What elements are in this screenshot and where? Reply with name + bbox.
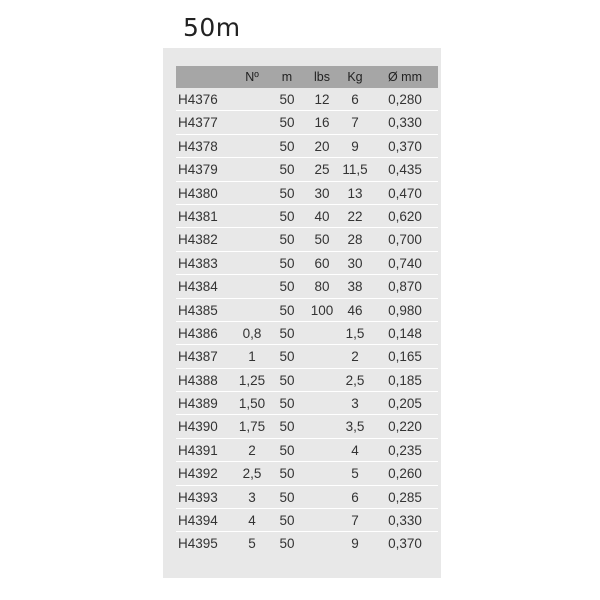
cell-code: H4378 [178,138,218,154]
cell-code: H4394 [178,513,218,529]
table-row [176,369,438,392]
cell-code: H4388 [178,372,218,388]
table-row [176,252,438,275]
cell-meters: 50 [279,466,295,482]
table-row [176,275,438,298]
cell-diameter-mm: 0,260 [388,466,422,482]
cell-lbs: 25 [314,162,330,178]
cell-code: H4382 [178,232,218,248]
cell-code: H4380 [178,185,218,201]
cell-kg: 3,5 [345,419,365,435]
cell-meters: 50 [279,115,295,131]
cell-kg: 11,5 [342,162,368,178]
cell-diameter-mm: 0,330 [388,513,422,529]
cell-kg: 9 [351,536,359,552]
cell-kg: 46 [347,302,363,318]
cell-diameter-mm: 0,185 [388,372,422,388]
cell-meters: 50 [279,325,295,341]
cell-code: H4376 [178,92,218,107]
cell-kg: 30 [347,255,363,271]
cell-kg: 7 [351,513,359,529]
cell-diameter-mm: 0,470 [388,185,422,201]
table-row [176,392,438,415]
cell-lbs: 80 [314,279,330,295]
cell-meters: 50 [279,185,295,201]
cell-code: H4383 [178,255,218,271]
cell-number: 5 [248,536,256,552]
cell-meters: 50 [279,536,295,552]
cell-kg: 6 [351,489,359,505]
table-row [176,182,438,205]
cell-number: 2 [248,442,256,458]
cell-kg: 2 [351,349,359,365]
table-row [176,322,438,345]
cell-diameter-mm: 0,235 [388,442,422,458]
table-row [176,111,438,134]
cell-meters: 50 [279,92,295,107]
table-row [176,345,438,368]
cell-diameter-mm: 0,740 [388,255,422,271]
cell-code: H4391 [178,442,218,458]
cell-kg: 4 [351,442,359,458]
cell-kg: 38 [347,279,363,295]
cell-meters: 50 [279,419,295,435]
cell-diameter-mm: 0,220 [388,419,422,435]
cell-number: 1,75 [238,419,266,435]
cell-number: 2,5 [242,466,262,482]
cell-meters: 50 [279,162,295,178]
header-diameter-mm: Ø mm [387,70,423,84]
cell-number: 3 [248,489,256,505]
cell-kg: 6 [351,92,359,107]
cell-diameter-mm: 0,330 [388,115,422,131]
table-row [176,486,438,509]
cell-lbs: 12 [314,92,330,107]
cell-meters: 50 [279,372,295,388]
cell-kg: 2,5 [345,372,365,388]
cell-kg: 7 [351,115,359,131]
cell-diameter-mm: 0,165 [388,349,422,365]
cell-diameter-mm: 0,370 [388,138,422,154]
cell-number: 1 [248,349,256,365]
cell-code: H4387 [178,349,218,365]
table-row [176,299,438,322]
table-row [176,462,438,485]
cell-code: H4385 [178,302,218,318]
cell-number: 1,25 [238,372,266,388]
cell-diameter-mm: 0,280 [388,92,422,107]
cell-code: H4386 [178,325,218,341]
table-row [176,88,438,111]
cell-diameter-mm: 0,870 [388,279,422,295]
cell-meters: 50 [279,396,295,412]
cell-number: 1,50 [238,396,266,412]
cell-kg: 3 [351,396,359,412]
table-row [176,228,438,251]
table-row [176,158,438,181]
table-row [176,439,438,462]
cell-diameter-mm: 0,205 [388,396,422,412]
header-lbs: lbs [314,70,330,84]
cell-meters: 50 [279,232,295,248]
page-title: 50m [183,13,241,42]
cell-code: H4377 [178,115,218,131]
cell-number: 0,8 [242,325,262,341]
cell-diameter-mm: 0,980 [388,302,422,318]
cell-number: 4 [248,513,256,529]
cell-meters: 50 [279,349,295,365]
cell-kg: 9 [351,138,359,154]
cell-diameter-mm: 0,370 [388,536,422,552]
table-row [176,415,438,438]
cell-code: H4392 [178,466,218,482]
cell-code: H4381 [178,208,218,224]
table-row [176,135,438,158]
cell-meters: 50 [279,489,295,505]
cell-code: H4395 [178,536,218,552]
table-row [176,532,438,555]
cell-meters: 50 [279,255,295,271]
cell-code: H4389 [178,396,218,412]
cell-diameter-mm: 0,285 [388,489,422,505]
cell-lbs: 30 [314,185,330,201]
cell-code: H4390 [178,419,218,435]
table-row [176,205,438,228]
cell-code: H4393 [178,489,218,505]
cell-lbs: 50 [314,232,330,248]
cell-diameter-mm: 0,148 [388,325,422,341]
cell-kg: 22 [347,208,363,224]
cell-diameter-mm: 0,620 [388,208,422,224]
table-row [176,509,438,532]
cell-meters: 50 [279,279,295,295]
cell-lbs: 100 [310,302,334,318]
cell-meters: 50 [279,302,295,318]
cell-meters: 50 [279,138,295,154]
cell-kg: 1,5 [345,325,365,341]
cell-meters: 50 [279,513,295,529]
table-body [176,88,438,556]
cell-code: H4384 [178,279,218,295]
header-meters: m [281,70,293,84]
cell-diameter-mm: 0,700 [388,232,422,248]
spec-table [176,66,438,556]
table-header-row [176,66,438,88]
cell-lbs: 60 [314,255,330,271]
cell-meters: 50 [279,442,295,458]
cell-lbs: 20 [314,138,330,154]
cell-code: H4379 [178,162,218,178]
header-kg: Kg [347,70,363,84]
cell-diameter-mm: 0,435 [388,162,422,178]
cell-kg: 28 [347,232,363,248]
cell-lbs: 40 [314,208,330,224]
header-number: Nº [245,70,259,84]
cell-lbs: 16 [314,115,330,131]
cell-kg: 5 [351,466,359,482]
cell-meters: 50 [279,208,295,224]
cell-kg: 13 [347,185,363,201]
